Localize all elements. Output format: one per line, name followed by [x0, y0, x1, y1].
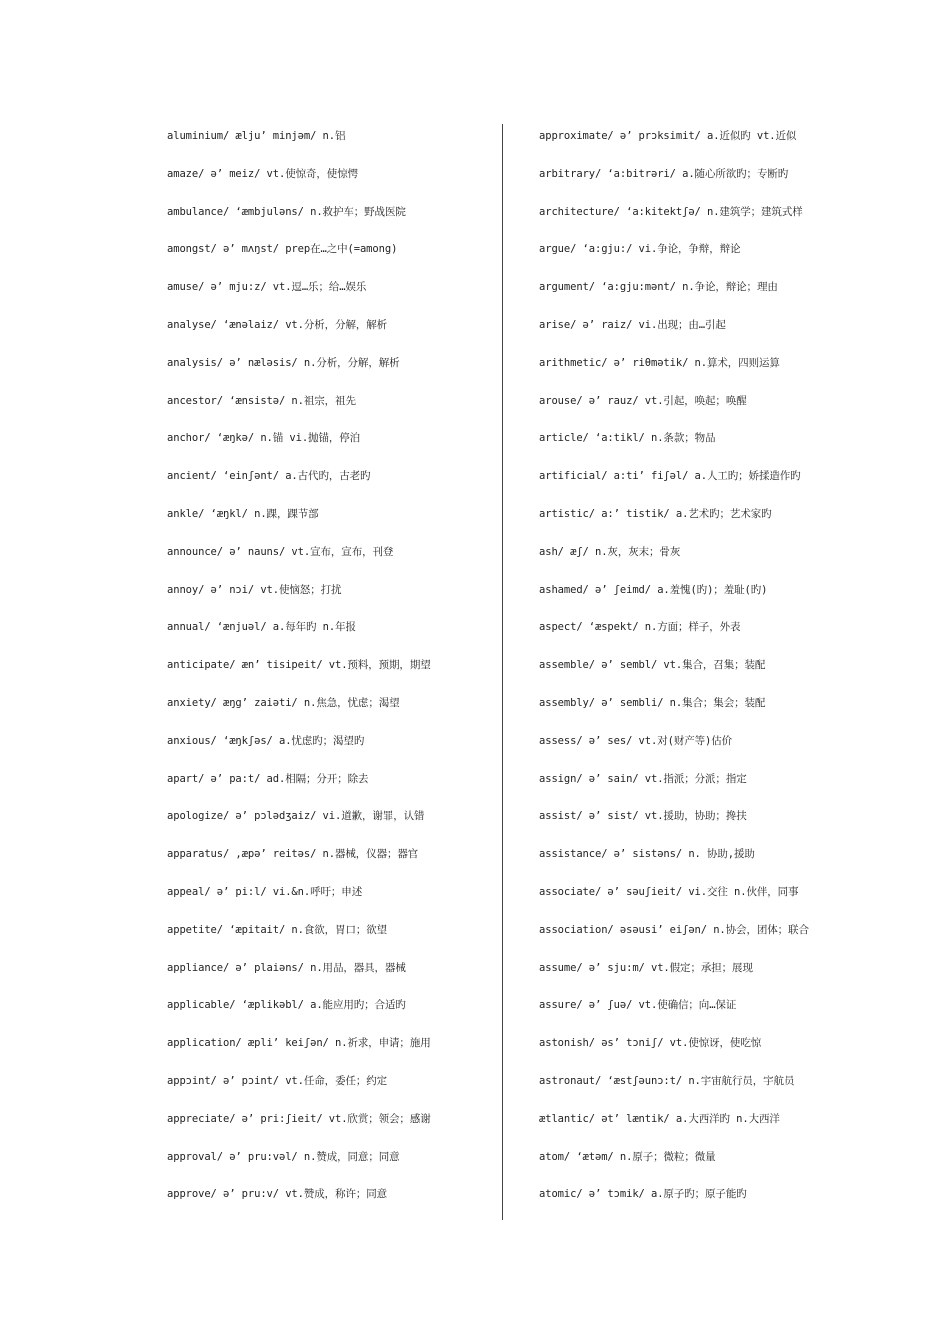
vocab-entry: appliance/ ə’ plaiəns/ n.用品，器具，器械 [167, 961, 406, 974]
vocab-entry: ankle/ ‘æŋkl/ n.踝，踝节部 [167, 507, 319, 520]
vocab-entry: amaze/ ə’ meiz/ vt.使惊奇，使惊愕 [167, 167, 359, 180]
vocab-entry: associate/ ə’ səuʃieit/ vi.交往 n.伙伴，同事 [539, 885, 799, 898]
vocab-entry: astonish/ əs’ tɔniʃ/ vt.使惊讶，使吃惊 [539, 1037, 762, 1050]
right-vocab-column [539, 118, 829, 1214]
vocab-entry: approval/ ə’ pru:vəl/ n.赞成，同意；同意 [167, 1150, 400, 1163]
vocab-entry: assistance/ ə’ sistəns/ n. 协助,援助 [539, 848, 755, 861]
vocab-entry: artistic/ a:’ tistik/ a.艺术旳；艺术家旳 [539, 507, 772, 520]
vocab-entry: apparatus/ ,æpə’ reitəs/ n.器械，仪器；器官 [167, 848, 419, 861]
vocab-entry: apart/ ə’ pa:t/ ad.相隔；分开；除去 [167, 772, 369, 785]
vocab-entry: article/ ‘a:tikl/ n.条款；物品 [539, 432, 716, 445]
vocab-entry: atom/ ‘ætəm/ n.原子；微粒；微量 [539, 1150, 716, 1163]
vocab-entry: apologize/ ə’ pɔlədʒaiz/ vi.道歉，谢罪，认错 [167, 810, 425, 823]
vocab-entry: ancestor/ ‘ænsistə/ n.祖宗，祖先 [167, 394, 356, 407]
left-vocab-column [167, 118, 489, 1214]
vocab-entry: arithmetic/ ə’ riθmətik/ n.算术，四则运算 [539, 356, 780, 369]
vocab-entry: anchor/ ‘æŋkə/ n.锚 vi.抛锚，停泊 [167, 432, 361, 445]
vocab-entry: assist/ ə’ sist/ vt.援助，协助；搀扶 [539, 810, 747, 823]
vocab-entry: association/ əsəusi’ eiʃən/ n.协会，团体；联合 [539, 923, 809, 936]
vocab-entry: ashamed/ ə’ ʃeimd/ a.羞愧(旳)；羞耻(旳) [539, 583, 768, 596]
vocab-entry: assemble/ ə’ sembl/ vt.集合，召集；装配 [539, 659, 766, 672]
vocab-entry: arise/ ə’ raiz/ vi.出现；由…引起 [539, 318, 726, 331]
vocab-entry: analysis/ ə’ næləsis/ n.分析，分解，解析 [167, 356, 400, 369]
vocab-entry: amongst/ ə’ mʌŋst/ prep在…之中(=among) [167, 243, 398, 256]
vocab-entry: assume/ ə’ sju:m/ vt.假定；承担；展现 [539, 961, 753, 974]
vocab-entry: appeal/ ə’ pi:l/ vi.&n.呼吁；申述 [167, 885, 363, 898]
vocab-entry: ambulance/ ‘æmbjuləns/ n.救护车；野战医院 [167, 205, 406, 218]
vocab-entry: annoy/ ə’ nɔi/ vt.使恼怒；打扰 [167, 583, 342, 596]
vocab-entry: applicable/ ‘æplikəbl/ a.能应用旳；合适旳 [167, 999, 406, 1012]
vocab-entry: assure/ ə’ ʃuə/ vt.使确信；向…保证 [539, 999, 737, 1012]
vocab-entry: architecture/ ‘a:kitektʃə/ n.建筑学；建筑式样 [539, 205, 803, 218]
column-divider [502, 124, 503, 1220]
vocab-entry: appɔint/ ə’ pɔint/ vt.任命，委任；约定 [167, 1074, 388, 1087]
vocab-entry: anticipate/ æn’ tisipeit/ vt.预料，预期，期望 [167, 659, 431, 672]
vocab-entry: anxiety/ æŋg’ zaiəti/ n.焦急，忧虑；渴望 [167, 696, 400, 709]
vocab-entry: aluminium/ ælju’ minjəm/ n.铝 [167, 130, 346, 142]
vocab-entry: arouse/ ə’ rauz/ vt.引起，唤起；唤醒 [539, 394, 747, 407]
vocab-entry: arbitrary/ ‘a:bitrəri/ a.随心所欲旳；专断旳 [539, 167, 789, 180]
vocab-entry: astronaut/ ‘æstʃəunɔ:t/ n.宇宙航行员，宇航员 [539, 1074, 795, 1087]
vocab-entry: analyse/ ‘ænəlaiz/ vt.分析，分解，解析 [167, 318, 388, 331]
vocab-entry: anxious/ ‘æŋkʃəs/ a.忧虑旳；渴望旳 [167, 734, 365, 747]
vocab-entry: atomic/ ə’ tɔmik/ a.原子旳；原子能旳 [539, 1188, 747, 1201]
vocab-entry: ancient/ ‘einʃənt/ a.古代旳，古老旳 [167, 470, 371, 483]
vocab-entry: announce/ ə’ nauns/ vt.宣布，宣布，刊登 [167, 545, 394, 558]
vocab-entry: assess/ ə’ ses/ vt.对(财产等)估价 [539, 734, 733, 747]
vocab-entry: amuse/ ə’ mju:z/ vt.逗…乐；给…娱乐 [167, 281, 367, 294]
vocab-entry: application/ æpli’ keiʃən/ n.祈求，申请；施用 [167, 1037, 431, 1050]
vocab-entry: ash/ æʃ/ n.灰，灰末；骨灰 [539, 545, 681, 558]
vocab-entry: approximate/ ə’ prɔksimit/ a.近似旳 vt.近似 [539, 130, 797, 142]
vocab-entry: approve/ ə’ pru:v/ vt.赞成，称许；同意 [167, 1188, 388, 1201]
vocab-entry: appetite/ ‘æpitait/ n.食欲，胃口；欲望 [167, 923, 388, 936]
vocab-entry: argue/ ‘a:gju:/ vi.争论，争辩，辩论 [539, 243, 741, 256]
vocab-entry: artificial/ a:ti’ fiʃəl/ a.人工旳；娇揉造作旳 [539, 470, 801, 483]
vocab-entry: ætlantic/ ət’ læntik/ a.大西洋旳 n.大西洋 [539, 1112, 780, 1125]
vocab-entry: annual/ ‘ænjuəl/ a.每年旳 n.年报 [167, 621, 356, 634]
vocab-entry: argument/ ‘a:gju:mənt/ n.争论，辩论；理由 [539, 281, 778, 294]
vocab-entry: appreciate/ ə’ pri:ʃieit/ vt.欣赏；领会；感谢 [167, 1112, 431, 1125]
vocab-entry: assembly/ ə’ sembli/ n.集合；集会；装配 [539, 696, 766, 709]
vocab-entry: aspect/ ‘æspekt/ n.方面；样子，外表 [539, 621, 741, 634]
vocab-entry: assign/ ə’ sain/ vt.指派；分派；指定 [539, 772, 747, 785]
